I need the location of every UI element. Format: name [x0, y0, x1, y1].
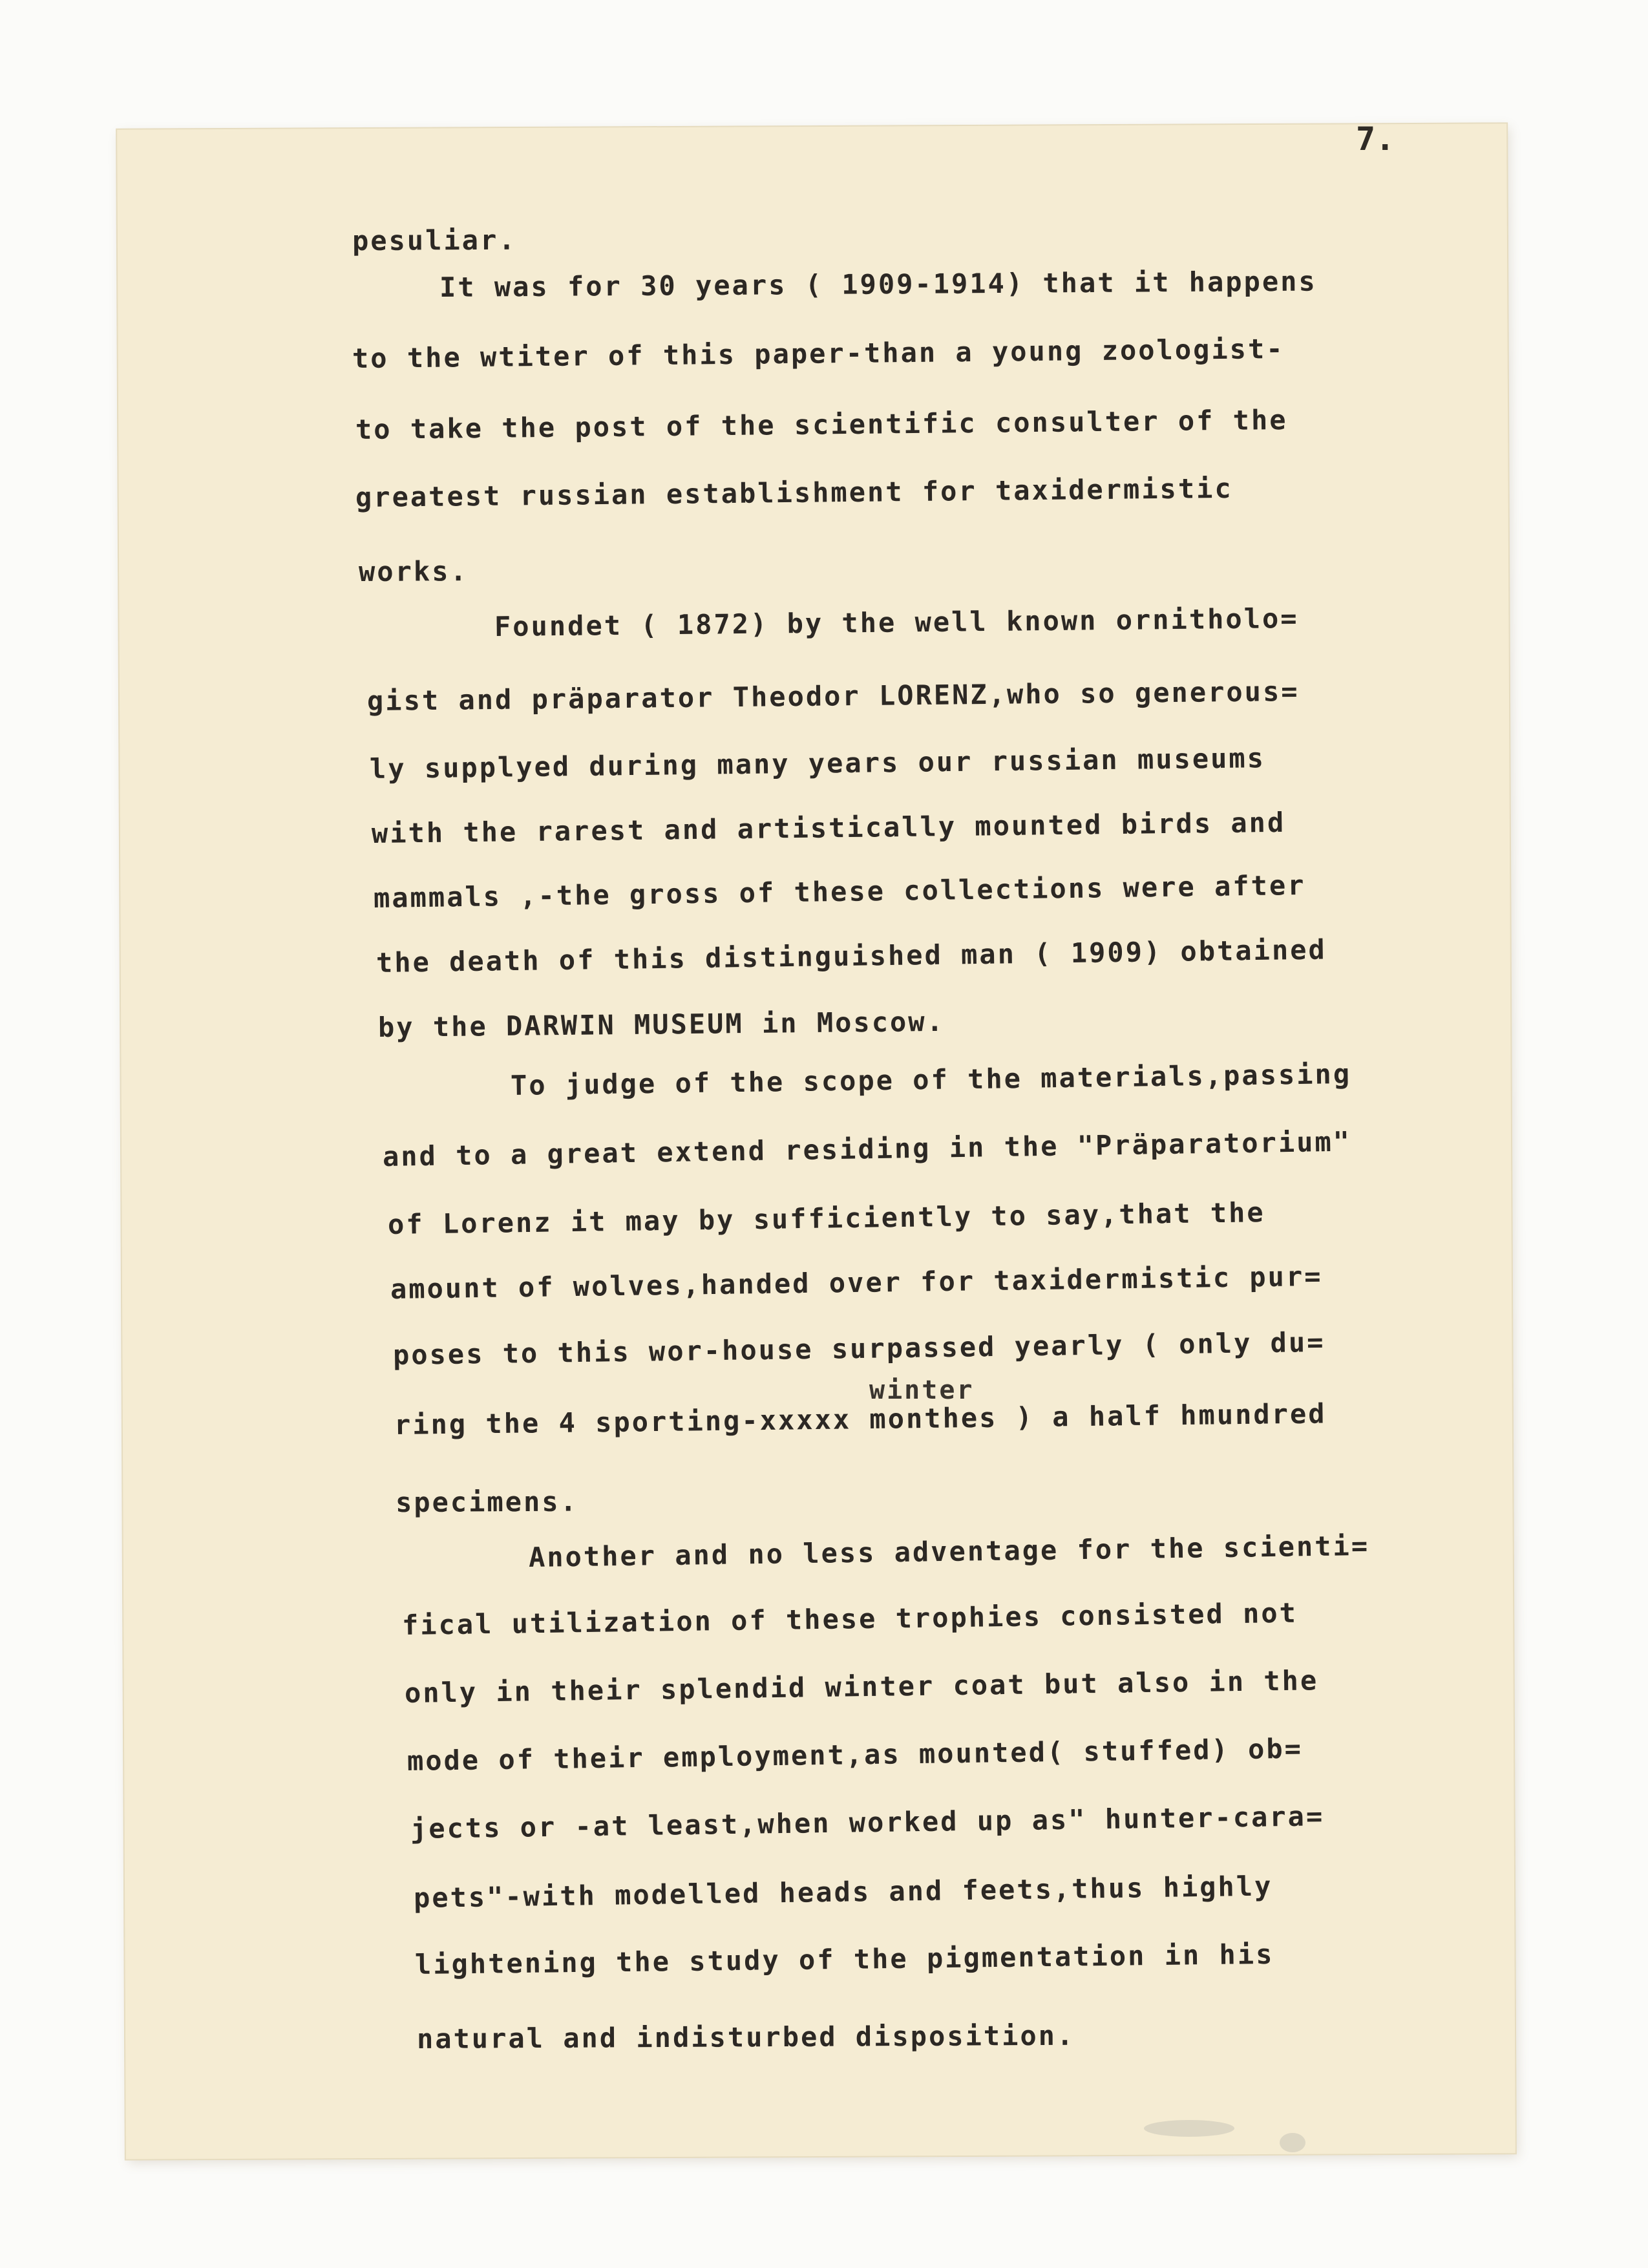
- text-line-2: It was for 30 years ( 1909-1914) that it happens: [439, 265, 1317, 303]
- text-line-6: works.: [358, 555, 469, 588]
- text-line-10: with the rarest and artistically mounted birds and: [371, 806, 1286, 849]
- text-line-19: ring the 4 sporting-xxxxx monthes ) a half hmundred: [394, 1397, 1327, 1441]
- text-line-7: Foundet ( 1872) by the well known ornitholo=: [494, 602, 1299, 642]
- text-line-18: poses to this wor-house surpassed yearly ( only du=: [392, 1326, 1326, 1371]
- text-line-3: to the wtiter of this paper-than a young zoologist-: [352, 332, 1285, 374]
- text-line-13: by the DARWIN MUSEUM in Moscow.: [377, 1005, 945, 1043]
- text-line-22: fical utilization of these trophies consisted not: [401, 1596, 1298, 1641]
- text-line-14: To judge of the scope of the materials,passing: [510, 1057, 1352, 1101]
- text-line-4: to take the post of the scientific consulter of the: [355, 403, 1288, 445]
- ink-smudge: [1280, 2133, 1305, 2152]
- text-line-5: greatest russian establishment for taxidermistic: [355, 472, 1233, 513]
- page-number: 7.: [1356, 120, 1395, 158]
- text-line-15: and to a great extend residing in the "Präparatorium": [382, 1125, 1352, 1172]
- interlinear-insert: winter: [869, 1375, 975, 1405]
- text-line-23: only in their splendid winter coat but also in the: [404, 1664, 1319, 1709]
- text-line-1: pesuliar.: [352, 224, 517, 257]
- text-line-17: amount of wolves,handed over for taxidermistic pur=: [390, 1260, 1323, 1305]
- text-line-11: mammals ,-the gross of these collections were after: [373, 869, 1306, 914]
- text-line-20: specimens.: [395, 1485, 578, 1518]
- text-line-25: jects or -at least,when worked up as" hunter-cara=: [410, 1800, 1325, 1845]
- text-line-9: ly supplyed during many years our russian museums: [369, 742, 1266, 785]
- text-line-26: pets"-with modelled heads and feets,thus highly: [413, 1870, 1273, 1914]
- text-line-24: mode of their employment,as mounted( stuffed) ob=: [407, 1732, 1304, 1777]
- text-line-12: the death of this distinguished man ( 1909) obtained: [375, 933, 1327, 979]
- text-line-21: Another and no less adventage for the scienti=: [528, 1529, 1370, 1573]
- text-line-16: of Lorenz it may by sufficiently to say,that the: [387, 1196, 1265, 1240]
- text-line-8: gist and präparator Theodor LORENZ,who so generous=: [366, 675, 1300, 717]
- text-line-27: lightening the study of the pigmentation in his: [414, 1938, 1274, 1980]
- text-line-28: natural and indisturbed disposition.: [416, 2019, 1075, 2055]
- ink-smudge: [1144, 2120, 1234, 2137]
